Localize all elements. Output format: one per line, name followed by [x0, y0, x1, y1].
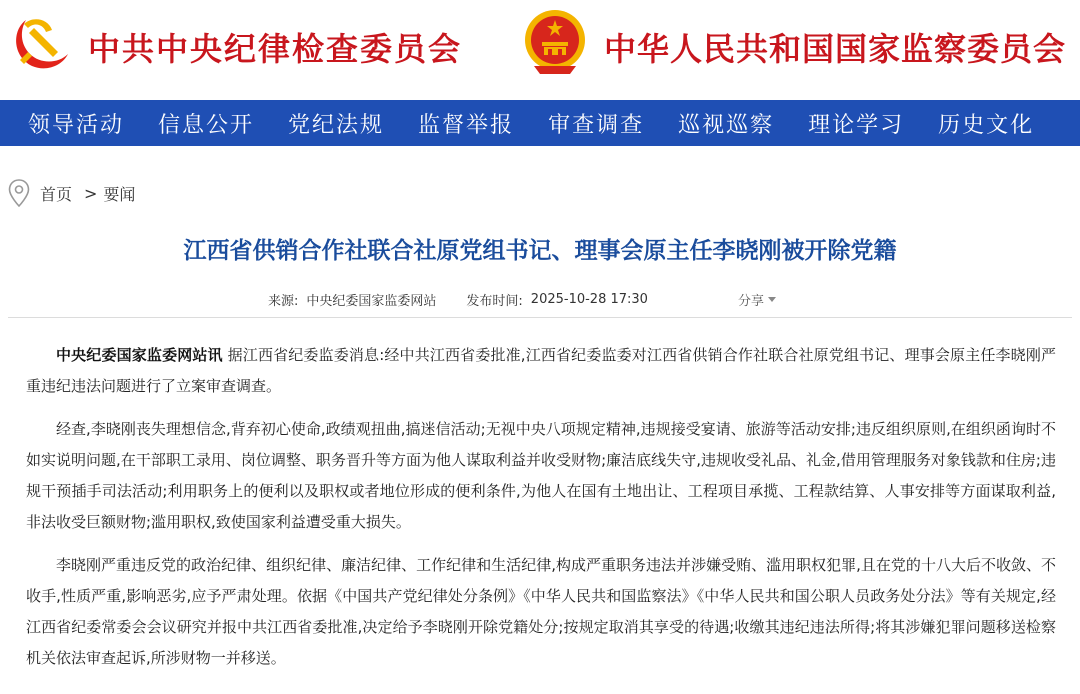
nav-item-party-rules[interactable]: 党纪法规	[288, 112, 385, 138]
article-paragraph-3: 李晓刚严重违反党的政治纪律、组织纪律、廉洁纪律、工作纪律和生活纪律,构成严重职务违法并涉嫌受贿、滥用职权犯罪,且在党的十八大后不收敛、不收手,性质严重,影响恶劣,应予严肃处理。依据《中国共产党纪律处分条例》《中华人民共和国监察法》《中华人民共和国公职人员政务处分法》等有关规定,经江西省纪委常委会会议研究并报中共江西省委批准,决定给予李晓刚开除党籍处分;按规定取消其享受的待遇;收缴其违纪违法所得;将其涉嫌犯罪问题移送检察机关依法审查起诉,所涉财物一并移送。	[26, 556, 1056, 667]
nav-item-report[interactable]: 监督举报	[418, 112, 515, 138]
publish-time-value: 2025-10-28 17:30	[530, 292, 648, 307]
nav-item-info-disclosure[interactable]: 信息公开	[158, 112, 255, 138]
main-nav	[0, 100, 1080, 146]
party-emblem-icon[interactable]	[6, 8, 74, 76]
nav-item-leadership[interactable]: 领导活动	[28, 112, 125, 138]
article-meta	[268, 290, 648, 309]
breadcrumb-home-link[interactable]: 首页	[40, 184, 73, 204]
article-paragraph-2: 经查,李晓刚丧失理想信念,背弃初心使命,政绩观扭曲,搞迷信活动;无视中央八项规定精神,违规接受宴请、旅游等活动安排;违反组织原则,在组织函询时不如实说明问题,在干部职工录用、岗位调整、职务晋升等方面为他人谋取利益并收受财物;廉洁底线失守,违规收受礼品、礼金,借用管理服务对象钱款和住房;违规干预插手司法活动;利用职务上的便利以及职权或者地位形成的便利条件,为他人在国有土地出让、工程项目承揽、工程款结算、人事安排等方面谋取利益,非法收受巨额财物;滥用职权,致使国家利益遭受重大损失。	[26, 420, 1056, 531]
publish-time-label: 发布时间:	[466, 294, 523, 309]
article-title: 江西省供销合作社联合社原党组书记、理事会原主任李晓刚被开除党籍	[183, 238, 897, 264]
source-label: 来源:	[268, 294, 299, 309]
location-pin-icon	[8, 179, 30, 207]
share-button[interactable]	[738, 290, 776, 309]
nav-item-history[interactable]: 历史文化	[938, 112, 1035, 138]
nav-item-theory[interactable]: 理论学习	[808, 112, 905, 138]
paragraph-1-text: 据江西省纪委监委消息:经中共江西省委批准,江西省纪委监委对江西省供销合作社联合社原党组书记、理事会原主任李晓刚严重违纪违法问题进行了立案审查调查。	[26, 346, 1056, 395]
source-value: 中央纪委国家监委网站	[306, 294, 437, 309]
share-label: 分享	[738, 294, 765, 309]
national-emblem-icon[interactable]	[520, 6, 590, 78]
article-paragraph-1	[26, 340, 1056, 402]
nav-item-inspection[interactable]: 巡视巡察	[678, 112, 775, 138]
article-lead: 中央纪委国家监委网站讯	[56, 346, 223, 364]
divider	[8, 317, 1072, 318]
breadcrumb-current-link[interactable]: 要闻	[103, 184, 136, 204]
article-body	[26, 340, 1056, 686]
nav-item-investigation[interactable]: 审查调查	[548, 112, 645, 138]
cpc-commission-title[interactable]: 中共中央纪律检查委员会	[88, 30, 463, 68]
breadcrumb	[8, 178, 135, 208]
site-header	[0, 0, 1080, 100]
national-supervisory-title[interactable]: 中华人民共和国国家监察委员会	[604, 30, 1067, 68]
breadcrumb-separator: >	[84, 183, 98, 203]
chevron-down-icon	[768, 297, 776, 302]
